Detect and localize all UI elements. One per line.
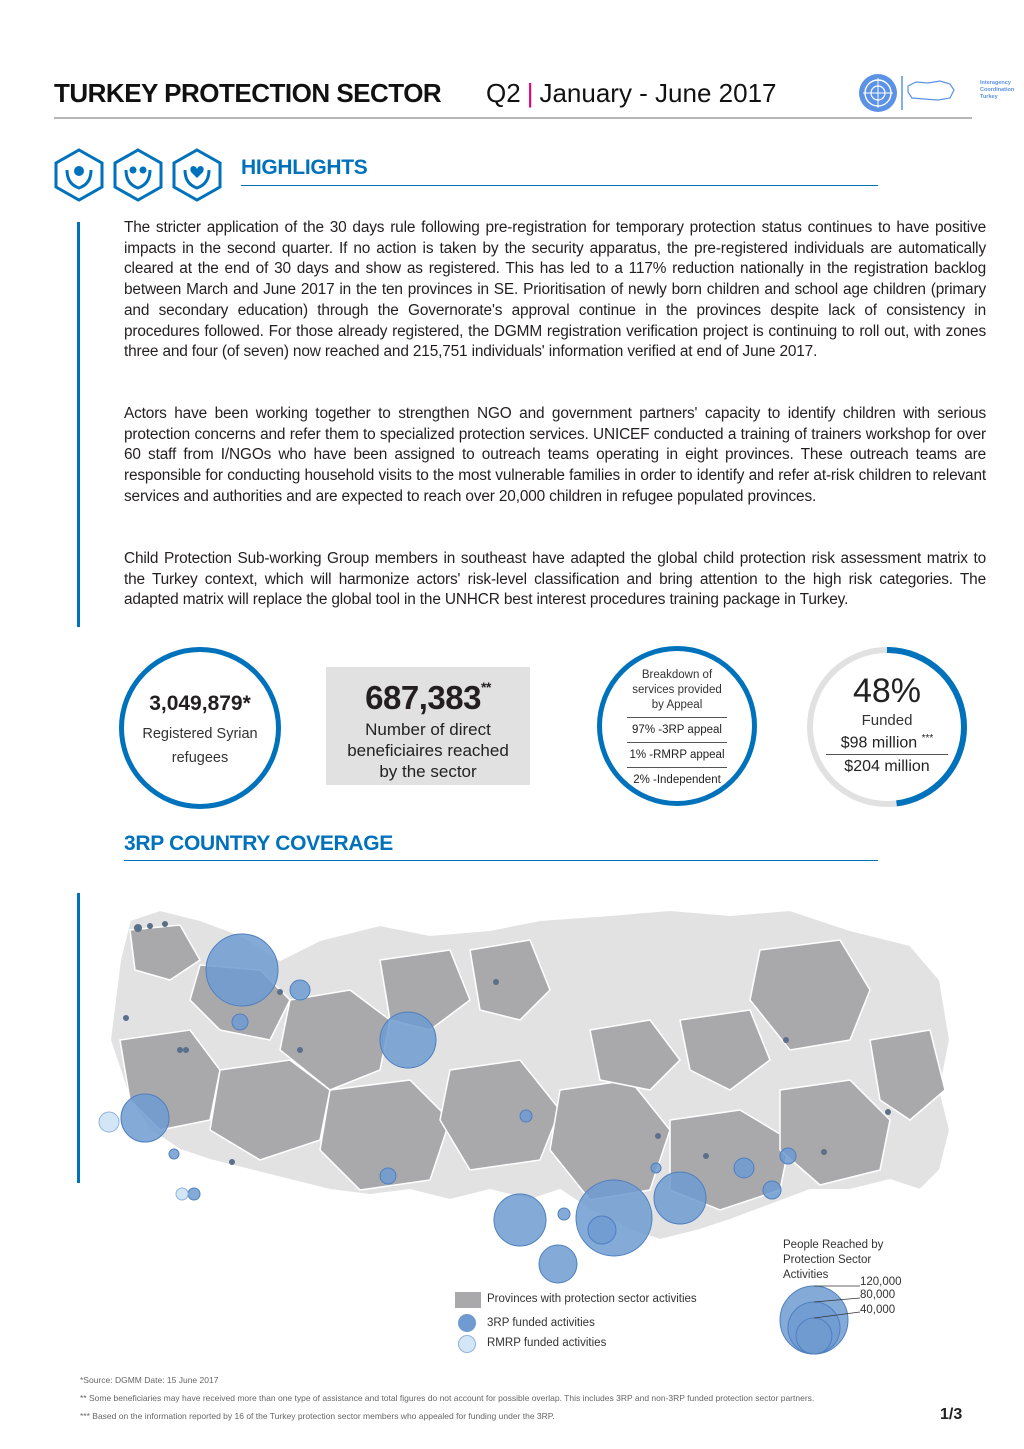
legend-swatch-provinces — [455, 1292, 481, 1308]
beneficiaries-stat — [326, 667, 530, 785]
province-dot — [134, 924, 142, 932]
coverage-rule — [124, 860, 878, 861]
highlights-sidebar-bar — [77, 222, 80, 627]
registered-refugees-stat — [119, 647, 281, 809]
province-dot — [162, 921, 168, 927]
bubble-3rp — [763, 1181, 781, 1199]
legend-3rp-label: 3RP funded activities — [487, 1317, 595, 1329]
page-header — [54, 72, 1015, 120]
footnote: *** Based on the information reported by 16 of the Turkey protection sector members who appealed for funding under the 3RP. — [80, 1411, 555, 1421]
province-dot — [885, 1109, 891, 1115]
bubble-rmrp — [99, 1112, 119, 1132]
province-dot — [177, 1047, 183, 1053]
refugees-value: 3,049,879* — [149, 692, 251, 715]
refugees-label: Registered Syrian refugees — [142, 726, 258, 766]
bubble-3rp — [651, 1163, 661, 1173]
protection-icons — [52, 148, 232, 202]
province-dot — [821, 1149, 827, 1155]
beneficiaries-value: 687,383** — [365, 679, 491, 716]
breakdown-title: Breakdown of services provided by Appeal — [632, 669, 722, 711]
highlights-heading: HIGHLIGHTS — [241, 156, 368, 179]
province-dot — [183, 1047, 189, 1053]
bubble-rmrp — [176, 1188, 188, 1200]
bubble-3rp — [494, 1194, 546, 1246]
page-number: 1/3 — [940, 1406, 963, 1423]
legend-provinces-label: Provinces with protection sector activities — [487, 1293, 697, 1305]
bubble-3rp — [780, 1148, 796, 1164]
period-label: January - June 2017 — [539, 78, 777, 108]
coverage-heading: 3RP COUNTRY COVERAGE — [124, 832, 393, 855]
breakdown-row: 97% -3RP appeal — [627, 717, 727, 742]
period-separator: | — [526, 78, 534, 108]
bubble-3rp — [188, 1188, 200, 1200]
bubble-size-legend-title: People Reached by Protection Sector Activities — [783, 1239, 884, 1281]
bubble-3rp — [734, 1158, 754, 1178]
bubble-3rp — [558, 1208, 570, 1220]
coverage-sidebar-bar — [77, 893, 80, 1183]
bubble-3rp — [206, 934, 278, 1006]
legend-rmrp-label: RMRP funded activities — [487, 1337, 607, 1349]
bubble-3rp — [539, 1245, 577, 1283]
highlights-paragraph: The stricter application of the 30 days rule following pre-registration for temporary protection status continues to have positive impacts in the second quarter. If no action is taken by the security apparatus, the pre-registered individuals are automatically cleared at the end of 30 days and show as registered. This has led to a 117% reduction nationally in the registration backlog between March and June 2017 in the ten provinces in SE. Prioritisation of newly born children and school age children (primary and secondary education) through the Governorate's approval continue in the provinces despite lack of consistency in procedures followed. For those already registered, the DGMM registration verification project is continuing to roll out, with zones three and four (of seven) now reached and 215,751 individuals' information verified at end of June 2017. — [124, 219, 986, 361]
bubble-3rp — [290, 980, 310, 1000]
province-dot — [147, 923, 153, 929]
bubble-3rp — [654, 1172, 706, 1224]
highlights-paragraph: Actors have been working together to strengthen NGO and government partners' capacity to identify children with serious protection concerns and refer them to specialized protection services. UNICEF conducted a training of trainers workshop for over 60 staff from I/NGOs who have been assigned to outreach teams operating in eight provinces. These outreach teams are responsible for conducting household visits to the most vulnerable families in order to identify and refer at-risk children to relevant services and authorities and are expected to reach over 20,000 children in refugee populated provinces. — [124, 405, 986, 505]
protection-family-icon — [115, 150, 161, 200]
province-dot — [123, 1015, 129, 1021]
un-logo-icon — [804, 72, 974, 114]
logo-text-line: Interagency — [980, 80, 1011, 86]
bubble-3rp — [588, 1216, 616, 1244]
funded-label: Funded — [861, 712, 913, 729]
province-dot — [297, 1047, 303, 1053]
logo-text-line: Coordination — [980, 87, 1015, 93]
bubble-size-value: 120,000 — [860, 1276, 902, 1288]
province-dot — [655, 1133, 661, 1139]
bubble-size-value: 80,000 — [860, 1289, 896, 1301]
legend-swatch-rmrp — [458, 1335, 476, 1353]
logo-text-line: Turkey — [980, 94, 998, 100]
bubble-size-value: 40,000 — [860, 1304, 896, 1316]
header-divider — [54, 117, 972, 119]
footnote: ** Some beneficiaries may have received more than one type of assistance and total figures do not account for possible overlap. This includes 3RP and non-3RP funded protection sector partners. — [80, 1393, 815, 1403]
bubble-3rp — [380, 1012, 436, 1068]
bubble-3rp — [169, 1149, 179, 1159]
beneficiaries-label: Number of direct beneficiaires reached by the sector — [347, 720, 509, 781]
services-breakdown-stat — [597, 646, 757, 806]
breakdown-row: 1% -RMRP appeal — [627, 742, 727, 767]
highlights-paragraph: Child Protection Sub-working Group members in southeast have adapted the global child protection risk assessment matrix to the Turkey context, which will harmonize actors' risk-level classification and bring attention to the high risk categories. The adapted matrix will replace the global tool in the UNHCR best interest procedures training package in Turkey. — [124, 550, 986, 609]
footnote: *Source: DGMM Date: 15 June 2017 — [80, 1375, 219, 1385]
bubble-3rp — [380, 1168, 396, 1184]
funded-percent: 48% — [852, 672, 922, 710]
bubble-3rp — [576, 1180, 652, 1256]
province-dot — [703, 1153, 709, 1159]
province-dot — [783, 1037, 789, 1043]
bubble-3rp — [232, 1014, 248, 1030]
funded-amount: $98 million *** — [826, 733, 948, 755]
partner-logos — [804, 72, 1015, 114]
province-dot — [277, 989, 283, 995]
page-title: TURKEY PROTECTION SECTOR — [54, 78, 442, 108]
bubble-3rp — [520, 1110, 532, 1122]
province-dot — [493, 979, 499, 985]
report-period — [486, 78, 777, 109]
province-dot — [229, 1159, 235, 1165]
quarter-label: Q2 — [486, 78, 521, 108]
protection-heart-icon — [174, 150, 220, 200]
funding-stat — [806, 646, 968, 808]
protection-hands-icon — [56, 150, 102, 200]
bubble-3rp — [121, 1094, 169, 1142]
legend-swatch-3rp — [458, 1314, 476, 1332]
required-amount: $204 million — [844, 758, 930, 775]
highlights-rule — [241, 185, 878, 186]
breakdown-row: 2% -Independent — [627, 767, 727, 792]
